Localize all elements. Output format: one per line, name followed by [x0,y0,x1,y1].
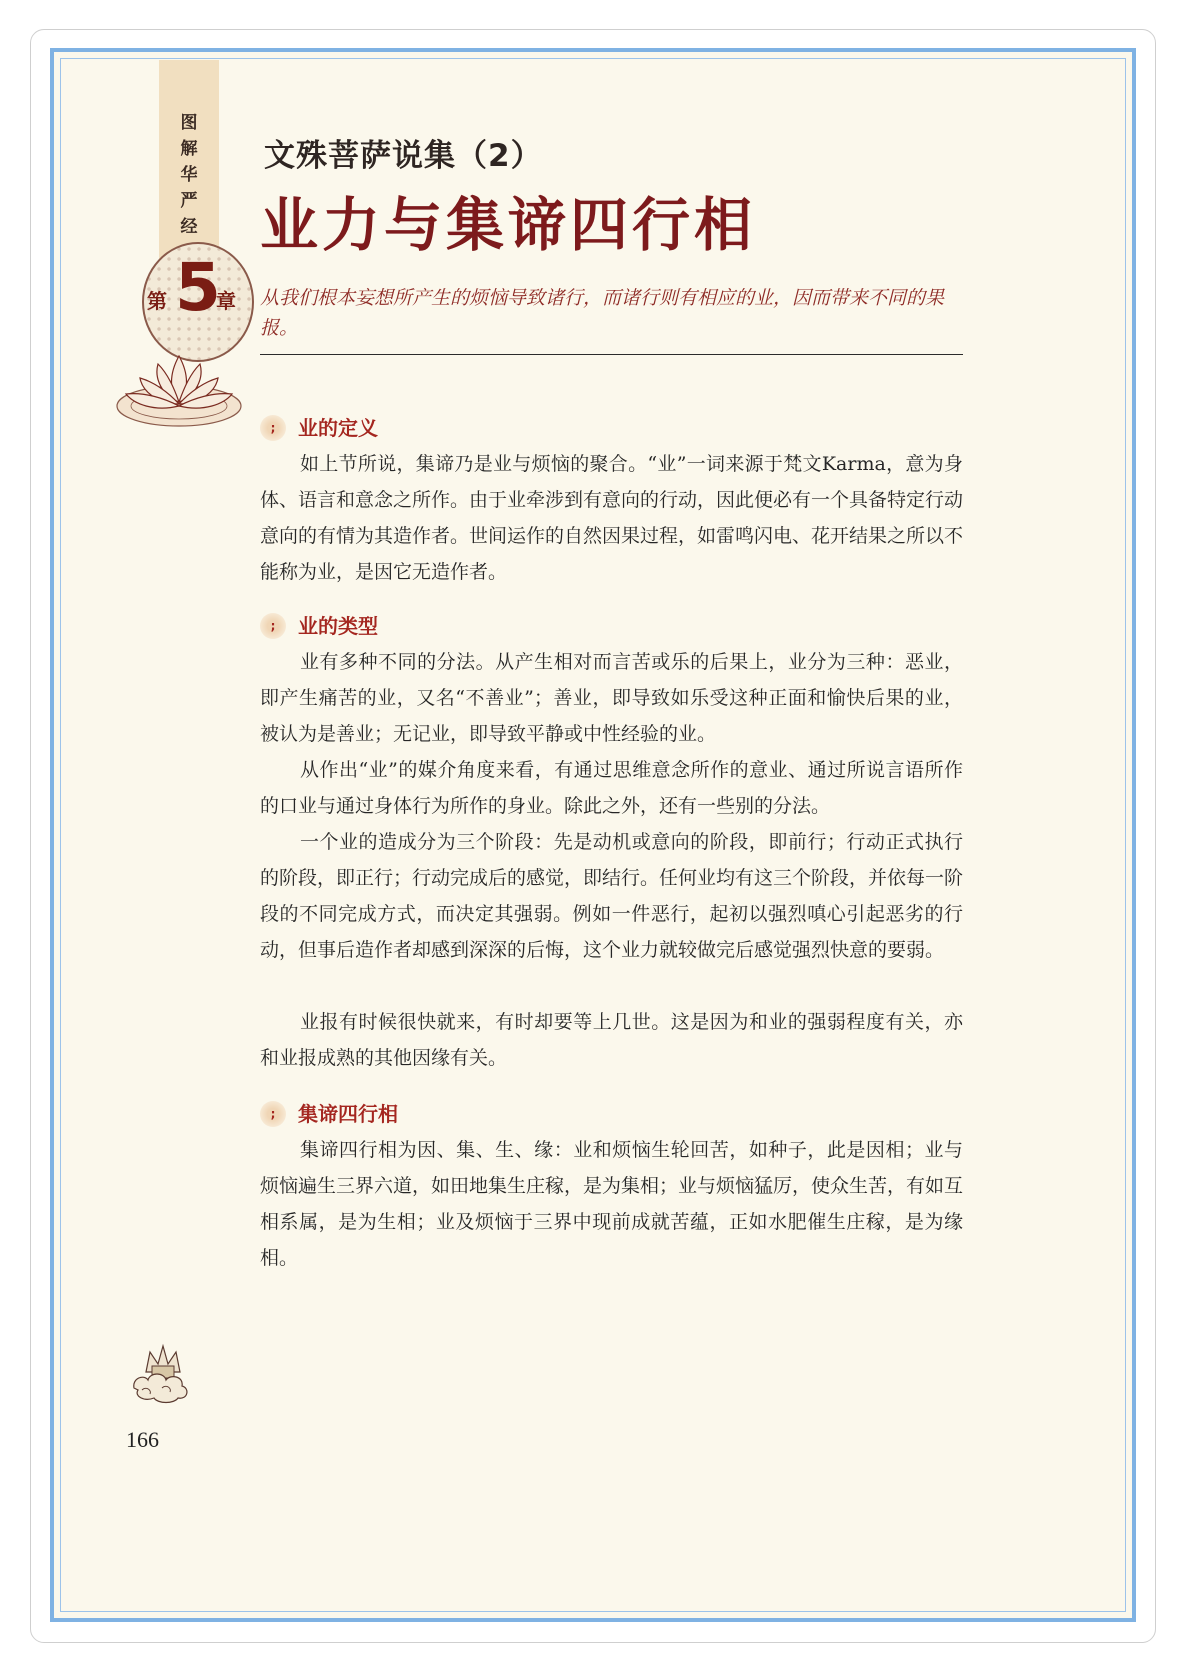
book-title-char: 华 [180,165,198,185]
bullet-icon: ; [260,415,286,441]
page-subtitle: 文殊菩萨说集（2） [264,138,543,174]
paragraph: 业报有时候很快就来，有时却要等上几世。这是因为和业的强弱程度有关，亦和业报成熟的其他因缘有关。 [260,1011,963,1069]
cloud-ornament-icon [128,1338,198,1408]
paragraph: 一个业的造成分为三个阶段：先是动机或意向的阶段，即前行；行动正式执行的阶段，即正行；行动完成后的感觉，即结行。任何业均有这三个阶段，并依每一阶段的不同完成方式，而决定其强弱。例如一件恶行，起初以强烈嗔心引起恶劣的行动，但事后造作者却感到深深的后悔，这个业力就较做完后感觉强烈快意的要弱。 [260,831,964,961]
divider [260,354,963,355]
intro-text: 从我们根本妄想所产生的烦恼导致诸行，而诸行则有相应的业，因而带来不同的果报。 [260,287,945,339]
paragraph: 集谛四行相为因、集、生、缘：业和烦恼生轮回苦，如种子，此是因相；业与烦恼遍生三界六道，如田地集生庄稼，是为集相；业与烦恼猛厉，使众生苦，有如互相系属，是为生相；业及烦恼于三界中现前成就苦蕴，正如水肥催生庄稼，是为缘相。 [260,1139,964,1269]
bullet-icon: ; [260,613,286,639]
section-heading [260,1098,398,1129]
paragraph: 业有多种不同的分法。从产生相对而言苦或乐的后果上，业分为三种：恶业，即产生痛苦的业，又名“不善业”；善业，即导致如乐受这种正面和愉快后果的业，被认为是善业；无记业，即导致平静或中性经验的业。 [260,651,963,745]
book-page [50,48,1136,1622]
book-title-char: 严 [180,191,198,211]
book-title-char: 解 [180,139,198,159]
chapter-number: 5 [175,249,221,326]
book-title-vertical [166,110,212,240]
section-heading-label: 业的定义 [298,416,378,440]
section-heading [260,412,378,443]
page-title: 业力与集谛四行相 [260,191,757,259]
book-title-char: 经 [180,217,198,237]
paragraph: 如上节所说，集谛乃是业与烦恼的聚合。“业”一词来源于梵文Karma，意为身体、语言和意念之所作。由于业牵涉到有意向的行动，因此便必有一个具备特定行动意向的有情为其造作者。世间运作的自然因果过程，如雷鸣闪电、花开结果之所以不能称为业，是因它无造作者。 [260,453,964,583]
section-heading [260,610,378,641]
chapter-prefix: 第 [147,289,167,313]
section-heading-label: 集谛四行相 [298,1102,398,1126]
page-number: 166 [126,1427,159,1452]
chapter-suffix: 章 [216,289,236,313]
bullet-icon: ; [260,1101,286,1127]
paragraph: 从作出“业”的媒介角度来看，有通过思维意念所作的意业、通过所说言语所作的口业与通过身体行为所作的身业。除此之外，还有一些别的分法。 [260,759,963,817]
section-heading-label: 业的类型 [298,614,378,638]
lotus-icon [114,348,244,430]
book-title-char: 图 [180,113,198,133]
